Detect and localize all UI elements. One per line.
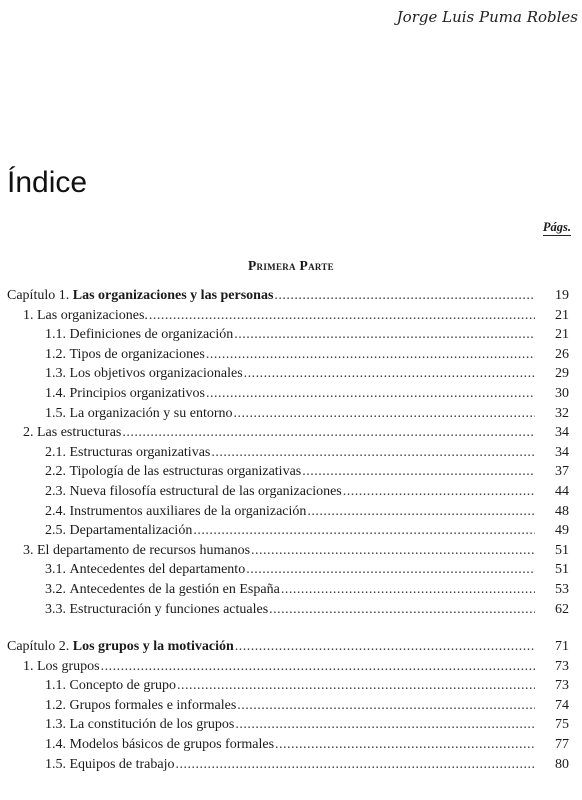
part-heading: Primera Parte (248, 258, 334, 273)
toc-entry-title: Equipos de trabajo (69, 756, 175, 772)
dot-leader (281, 582, 535, 598)
toc-entry[interactable] (7, 327, 569, 347)
toc-entry-title: Departamentalización (69, 523, 193, 539)
toc-entry[interactable] (7, 717, 569, 737)
dot-leader (193, 523, 535, 539)
toc-entry-page: 73 (555, 658, 569, 674)
toc-entry[interactable] (7, 445, 569, 465)
toc-entry-page: 49 (555, 523, 569, 539)
toc-entry-title: Concepto de grupo (69, 678, 177, 694)
toc-entry-number: 1.5. (45, 405, 70, 421)
dot-leader (269, 602, 535, 618)
chapter-gap (7, 621, 569, 639)
toc-entry-page: 21 (555, 327, 569, 343)
toc-entry-number: Capítulo 2. (7, 639, 73, 655)
toc-entry-title: Las estructuras (37, 425, 122, 441)
dot-leader (251, 543, 535, 559)
dot-leader (206, 386, 535, 402)
toc-entry-number: 3.3. (45, 601, 70, 617)
toc-entry-page: 26 (555, 346, 569, 362)
toc-entry[interactable] (7, 523, 569, 543)
dot-leader (234, 406, 535, 422)
toc-entry[interactable] (7, 757, 569, 777)
toc-entry[interactable] (7, 582, 569, 602)
toc-entry-page: 29 (555, 366, 569, 382)
toc-entry-title: La constitución de los grupos (69, 717, 235, 733)
toc-entry-page: 34 (555, 444, 569, 460)
toc-entry-number: 1.4. (45, 737, 70, 753)
dot-leader (246, 562, 535, 578)
toc-entry[interactable] (7, 425, 569, 445)
toc-entry[interactable] (7, 366, 569, 386)
toc-entry[interactable] (7, 406, 569, 426)
toc-entry[interactable] (7, 737, 569, 757)
dot-leader (307, 504, 535, 520)
table-of-contents (7, 288, 569, 776)
toc-entry-page: 44 (555, 483, 569, 499)
toc-entry-title: Estructuración y funciones actuales (69, 601, 269, 617)
toc-entry[interactable] (7, 659, 569, 679)
toc-entry[interactable] (7, 602, 569, 622)
dot-leader (177, 678, 535, 694)
toc-entry[interactable] (7, 347, 569, 367)
toc-entry-page: 51 (555, 562, 569, 578)
toc-entry-title: Tipos de organizaciones (69, 346, 205, 362)
toc-entry[interactable] (7, 386, 569, 406)
toc-entry-page: 75 (555, 717, 569, 733)
toc-entry-number: 1. (23, 658, 37, 674)
dot-leader (302, 464, 535, 480)
toc-entry-title: Instrumentos auxiliares de la organización (69, 503, 307, 519)
toc-entry-title: Grupos formales e informales (69, 697, 237, 713)
toc-entry-number: 2. (23, 425, 37, 441)
dot-leader (237, 698, 535, 714)
toc-entry[interactable] (7, 678, 569, 698)
toc-entry-number: 1.1. (45, 678, 70, 694)
dot-leader (234, 327, 535, 343)
dot-leader (122, 425, 535, 441)
toc-entry-title: Los objetivos organizacionales (69, 366, 243, 382)
toc-entry-title: Modelos básicos de grupos formales (69, 737, 275, 753)
toc-entry-number: 3.1. (45, 562, 70, 578)
toc-entry-title: Los grupos (37, 658, 100, 674)
dot-leader (175, 757, 535, 773)
toc-entry-number: 1.1. (45, 327, 70, 343)
toc-entry-title: Tipología de las estructuras organizativas (69, 464, 302, 480)
toc-entry-page: 48 (555, 503, 569, 519)
toc-entry-number: 1.2. (45, 697, 70, 713)
toc-entry-number: Capítulo 1. (7, 288, 73, 303)
toc-entry-number: 2.2. (45, 464, 70, 480)
toc-entry-number: 2.1. (45, 444, 70, 460)
toc-entry-number: 1. (23, 307, 37, 323)
toc-entry-title: Antecedentes de la gestión en España (69, 581, 280, 597)
toc-entry-page: 21 (555, 307, 569, 323)
toc-entry-number: 1.3. (45, 717, 70, 733)
toc-entry-number: 1.2. (45, 346, 70, 362)
running-header-author: Jorge Luis Puma Robles (396, 8, 578, 26)
toc-chapter-entry[interactable] (7, 639, 569, 659)
dot-leader (244, 366, 535, 382)
toc-entry-number: 2.5. (45, 523, 70, 539)
toc-entry-page: 77 (555, 737, 569, 753)
toc-entry-page: 32 (555, 405, 569, 421)
dot-leader (101, 659, 535, 675)
toc-entry[interactable] (7, 464, 569, 484)
toc-entry-title: La organización y su entorno (69, 405, 233, 421)
toc-entry[interactable] (7, 484, 569, 504)
toc-entry-page: 34 (555, 425, 569, 441)
toc-entry-page: 30 (555, 385, 569, 401)
toc-entry-title: El departamento de recursos humanos (37, 542, 251, 558)
toc-entry-page: 73 (555, 678, 569, 694)
toc-entry[interactable] (7, 504, 569, 524)
toc-entry[interactable] (7, 308, 569, 328)
dot-leader (211, 445, 535, 461)
toc-entry-page: 51 (555, 542, 569, 558)
toc-entry-page: 62 (555, 601, 569, 617)
toc-chapter-entry[interactable] (7, 288, 569, 308)
toc-entry-number: 3.2. (45, 581, 70, 597)
toc-entry-page: 19 (555, 288, 569, 303)
toc-entry-number: 1.4. (45, 385, 70, 401)
page-title: Índice (7, 166, 88, 199)
toc-entry-title: Las organizaciones y las personas (72, 288, 274, 303)
toc-entry-number: 3. (23, 542, 37, 558)
dot-leader (149, 308, 535, 324)
toc-entry-page: 53 (555, 581, 569, 597)
toc-entry[interactable] (7, 562, 569, 582)
toc-entry-title: Las organizaciones. (37, 307, 148, 323)
toc-entry-page: 37 (555, 464, 569, 480)
toc-entry-number: 1.5. (45, 756, 70, 772)
dot-leader (274, 288, 535, 304)
toc-entry-title: Principios organizativos (69, 385, 205, 401)
toc-entry-page: 80 (555, 756, 569, 772)
dot-leader (235, 717, 535, 733)
toc-entry[interactable] (7, 543, 569, 563)
toc-entry-title: Estructuras organizativas (69, 444, 211, 460)
dot-leader (206, 347, 535, 363)
toc-entry-title: Definiciones de organización (69, 327, 234, 343)
toc-entry-page: 74 (555, 697, 569, 713)
toc-entry-title: Los grupos y la motivación (72, 639, 234, 655)
toc-entry-number: 2.3. (45, 483, 70, 499)
toc-entry-page: 71 (555, 639, 569, 655)
toc-entry-title: Nueva filosofía estructural de las organizaciones (69, 483, 342, 499)
dot-leader (235, 639, 535, 655)
toc-entry[interactable] (7, 698, 569, 718)
toc-entry-number: 2.4. (45, 503, 70, 519)
dot-leader (275, 737, 535, 753)
dot-leader (343, 484, 535, 500)
toc-entry-title: Antecedentes del departamento (69, 562, 246, 578)
toc-entry-number: 1.3. (45, 366, 70, 382)
pages-column-label: Págs. (542, 220, 571, 234)
